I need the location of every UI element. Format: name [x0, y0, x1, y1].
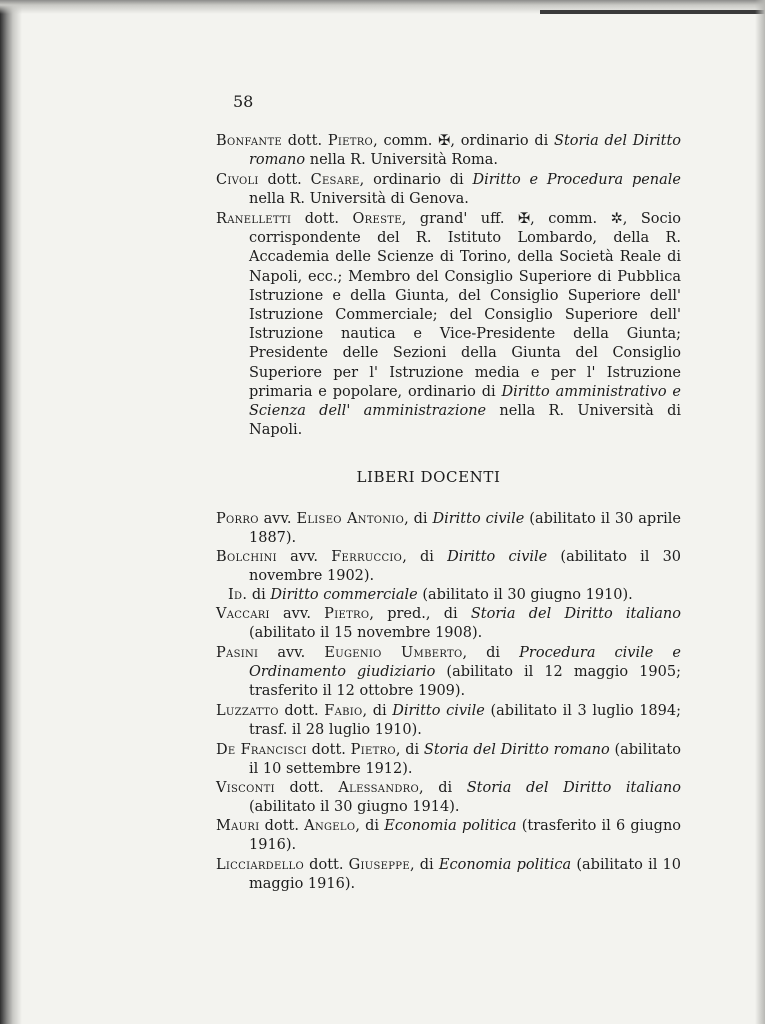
description: , di: [355, 818, 385, 834]
description: , di: [395, 742, 424, 758]
surname: Pasini: [216, 645, 259, 661]
title: dott.: [282, 133, 328, 149]
subject: Diritto civile: [432, 511, 525, 527]
first-name: Cesare: [310, 172, 360, 188]
first-name: Pietro: [327, 133, 374, 149]
first-name: Fabio: [324, 703, 363, 719]
detail: (abilitato il 30 giugno 1914).: [249, 799, 460, 816]
section-heading: LIBERI DOCENTI: [356, 468, 501, 486]
subject: Diritto civile: [392, 703, 485, 719]
title: dott.: [291, 211, 353, 227]
description: , di: [404, 511, 433, 527]
description: , ordinario di: [359, 172, 473, 188]
title: avv.: [276, 549, 332, 565]
detail: (abilitato il 10 settembre 1912).: [249, 742, 681, 778]
docente-entry-luzzatto: [216, 702, 681, 740]
detail: (abilitato il 30 giugno 1910).: [417, 587, 633, 603]
surname: Civoli: [216, 172, 259, 188]
title: dott.: [274, 780, 339, 796]
detail: (abilitato il 30 aprile 1887).: [249, 511, 681, 547]
description: , pred., di: [369, 606, 471, 622]
surname: Bolchini: [216, 549, 277, 565]
docente-entry-vaccari: [216, 605, 681, 643]
subject: Storia del Diritto italiano: [466, 780, 681, 796]
detail: (abilitato il 30 novembre 1902).: [249, 549, 682, 585]
detail: (abilitato il 15 novembre 1908).: [249, 625, 483, 642]
detail: nella R. Università di Genova.: [249, 191, 469, 208]
subject: Economia politica: [384, 818, 517, 834]
surname: Porro: [216, 511, 259, 527]
first-name: Oreste: [352, 211, 402, 227]
first-name: Eugenio Umberto: [324, 645, 463, 661]
surname: Visconti: [216, 780, 275, 796]
first-name: Pietro: [350, 742, 396, 758]
docente-entry-visconti: [216, 779, 681, 817]
description: , grand' uff. ✠, comm. ✲, Socio corrispondente del R. Istituto Lombardo, della R. Accademia delle Scienze di Torino, della Società Reale di Napoli, ecc.; Membro del Consiglio Superiore di Pubblica Istruzione e della Giunta, del Consiglio Superiore dell' Istruzione Commerciale; del Consiglio Superiore dell' Istruzione nautica e Vice-Presidente della Giunta; Presidente delle Sezioni della Giunta del Consiglio Superiore per l' Istruzione media e per l' Istruzione primaria e popolare, ordinario di: [249, 211, 681, 400]
docente-entry-de-francisci: [216, 741, 681, 779]
first-name: Eliseo Antonio: [296, 511, 405, 527]
description: , di: [402, 549, 448, 565]
title: dott.: [258, 172, 311, 188]
title: dott.: [306, 742, 351, 758]
scan-right-edge: [755, 0, 765, 1024]
title: dott.: [303, 857, 349, 873]
faculty-entry-ranelletti: [216, 210, 681, 440]
surname: Bonfante: [216, 133, 283, 149]
first-name: Giuseppe: [348, 857, 410, 873]
description: , comm. ✠, ordinario di: [373, 133, 555, 149]
detail: (trasferito il 6 giugno 1916).: [249, 818, 682, 854]
detail: (abilitato il 10 maggio 1916).: [249, 857, 682, 893]
description: , di: [362, 703, 393, 719]
subject: Storia del Diritto italiano: [470, 606, 681, 622]
faculty-entry-bonfante: [216, 132, 681, 170]
detail: nella R. Università di Napoli.: [249, 403, 681, 439]
surname: Licciardello: [216, 857, 304, 873]
subject: Diritto e Procedura penale: [472, 172, 682, 188]
title: avv.: [269, 606, 325, 622]
docente-entry-licciardello: [216, 856, 681, 894]
title: dott.: [278, 703, 325, 719]
surname: Vaccari: [216, 606, 270, 622]
surname: Mauri: [216, 818, 260, 834]
surname: Id.: [228, 587, 248, 603]
detail: (abilitato il 3 luglio 1894; trasf. il 28 luglio 1910).: [249, 703, 681, 739]
subject: Diritto civile: [447, 549, 548, 565]
description: , di: [409, 857, 439, 873]
subject: Diritto commerciale: [270, 587, 418, 603]
subject: Diritto amministrativo e Scienza dell' amministrazione: [249, 383, 681, 420]
scan-binding-edge: [0, 0, 22, 1024]
first-name: Alessandro: [338, 780, 420, 796]
scan-top-bar: [540, 10, 765, 14]
first-name: Angelo: [304, 818, 356, 834]
surname: Ranelletti: [216, 211, 292, 227]
page-number: 58: [233, 92, 254, 111]
description: , di: [462, 645, 520, 661]
title: avv.: [258, 511, 297, 527]
title: avv.: [258, 645, 325, 661]
detail: (abilitato il 12 maggio 1905; trasferito il 12 ottobre 1909).: [249, 664, 681, 700]
subject: Economia politica: [438, 857, 572, 873]
subject: Storia del Diritto romano: [249, 133, 682, 169]
faculty-entry-civoli: [216, 171, 681, 209]
docente-entry-pasini: [216, 644, 681, 702]
first-name: Ferruccio: [331, 549, 403, 565]
docente-entry-mauri: [216, 817, 681, 855]
surname: De Francisci: [216, 742, 307, 758]
subject: Storia del Diritto romano: [423, 742, 610, 758]
docente-entry-bolchini: [216, 548, 681, 586]
subject: Procedura civile e Ordinamento giudiziario: [249, 645, 682, 681]
first-name: Pietro: [324, 606, 370, 622]
description: , di: [419, 780, 467, 796]
docente-entry-id: [228, 586, 681, 605]
docente-entry-porro: [216, 510, 681, 548]
surname: Luzzatto: [216, 703, 279, 719]
detail: nella R. Università Roma.: [305, 152, 499, 169]
title: dott.: [259, 818, 305, 834]
title: di: [247, 587, 271, 603]
